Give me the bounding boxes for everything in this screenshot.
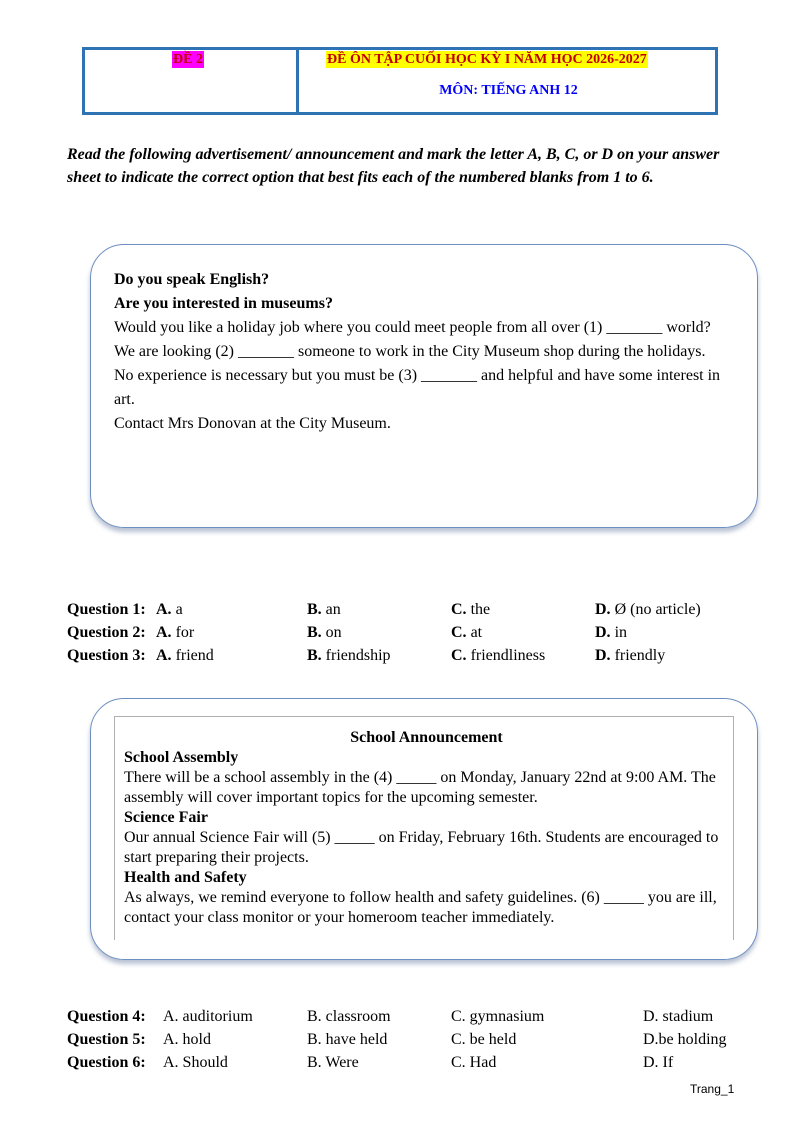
question-row-2: [67, 621, 757, 644]
option-a[interactable]: A. for: [156, 624, 195, 641]
option-d[interactable]: D. Ø (no article): [595, 601, 701, 618]
option-c[interactable]: C. the: [451, 601, 491, 618]
option-c[interactable]: C. friendliness: [451, 647, 546, 664]
question-row-6: [67, 1051, 757, 1074]
option-b[interactable]: B. on: [307, 624, 342, 641]
ad-paragraph-4: Contact Mrs Donovan at the City Museum.: [114, 415, 391, 432]
option-b[interactable]: B. friendship: [307, 647, 391, 664]
question-label: Question 2:: [67, 624, 146, 641]
question-label: Question 1:: [67, 601, 146, 618]
option-d[interactable]: D. stadium: [643, 1008, 714, 1025]
question-label: Question 4:: [67, 1008, 146, 1025]
option-a[interactable]: A. Should: [163, 1054, 228, 1071]
question-label: Question 6:: [67, 1054, 146, 1071]
instruction-text: Read the following advertisement/ announcement and mark the letter A, B, C, or D on your answer sheet to indicate the correct option that best fits each of the numbered blanks from 1 to 6.: [67, 146, 720, 186]
section-heading-science-fair: Science Fair: [124, 809, 208, 826]
question-row-5: [67, 1028, 757, 1051]
section-body-health-safety: As always, we remind everyone to follow health and safety guidelines. (6) _____ you are ill, contact your class monitor or your homeroom teacher immediately.: [124, 889, 717, 926]
section-body-science-fair: Our annual Science Fair will (5) _____ on Friday, February 16th. Students are encouraged to start preparing their projects.: [124, 829, 719, 866]
question-label: Question 5:: [67, 1031, 146, 1048]
option-c[interactable]: C. gymnasium: [451, 1008, 545, 1025]
option-d[interactable]: D. If: [643, 1054, 674, 1071]
ad-heading-2: Are you interested in museums?: [114, 295, 333, 312]
ad-paragraph-3: No experience is necessary but you must be (3) _______ and helpful and have some interest in art.: [114, 367, 721, 408]
option-d[interactable]: D.be holding: [643, 1031, 727, 1048]
page-number: Trang_1: [690, 1082, 735, 1096]
option-c[interactable]: C. at: [451, 624, 483, 641]
option-d[interactable]: D. in: [595, 624, 628, 641]
option-a[interactable]: A. a: [156, 601, 183, 618]
announcement-text: [124, 728, 729, 928]
ad-paragraph-2: We are looking (2) _______ someone to work in the City Museum shop during the holidays.: [114, 343, 706, 360]
option-a[interactable]: A. friend: [156, 647, 214, 664]
question-row-1: [67, 598, 757, 621]
option-d[interactable]: D. friendly: [595, 647, 666, 664]
option-b[interactable]: B. classroom: [307, 1008, 391, 1025]
option-b[interactable]: B. an: [307, 601, 341, 618]
section-heading-assembly: School Assembly: [124, 749, 239, 766]
announcement-title: School Announcement: [350, 729, 503, 746]
advertisement-text: [114, 268, 734, 436]
subject-title: MÔN: TIẾNG ANH 12: [439, 83, 578, 98]
option-a[interactable]: A. hold: [163, 1031, 211, 1048]
section-heading-health-safety: Health and Safety: [124, 869, 247, 886]
option-b[interactable]: B. Were: [307, 1054, 359, 1071]
exam-code: ĐỀ 2: [173, 52, 203, 67]
ad-paragraph-1: Would you like a holiday job where you could meet people from all over (1) _______ world?: [114, 319, 711, 336]
question-label: Question 3:: [67, 647, 146, 664]
option-c[interactable]: C. be held: [451, 1031, 517, 1048]
ad-heading-1: Do you speak English?: [114, 271, 270, 288]
section-body-assembly: There will be a school assembly in the (4) _____ on Monday, January 22nd at 9:00 AM. The assembly will cover important topics for the upcoming semester.: [124, 769, 716, 806]
question-row-3: [67, 644, 757, 667]
header-divider: [296, 47, 299, 115]
option-b[interactable]: B. have held: [307, 1031, 388, 1048]
option-c[interactable]: C. Had: [451, 1054, 497, 1071]
exam-title: ĐỀ ÔN TẬP CUỐI HỌC KỲ I NĂM HỌC 2026-2027: [327, 52, 647, 67]
option-a[interactable]: A. auditorium: [163, 1008, 253, 1025]
question-row-4: [67, 1005, 757, 1028]
